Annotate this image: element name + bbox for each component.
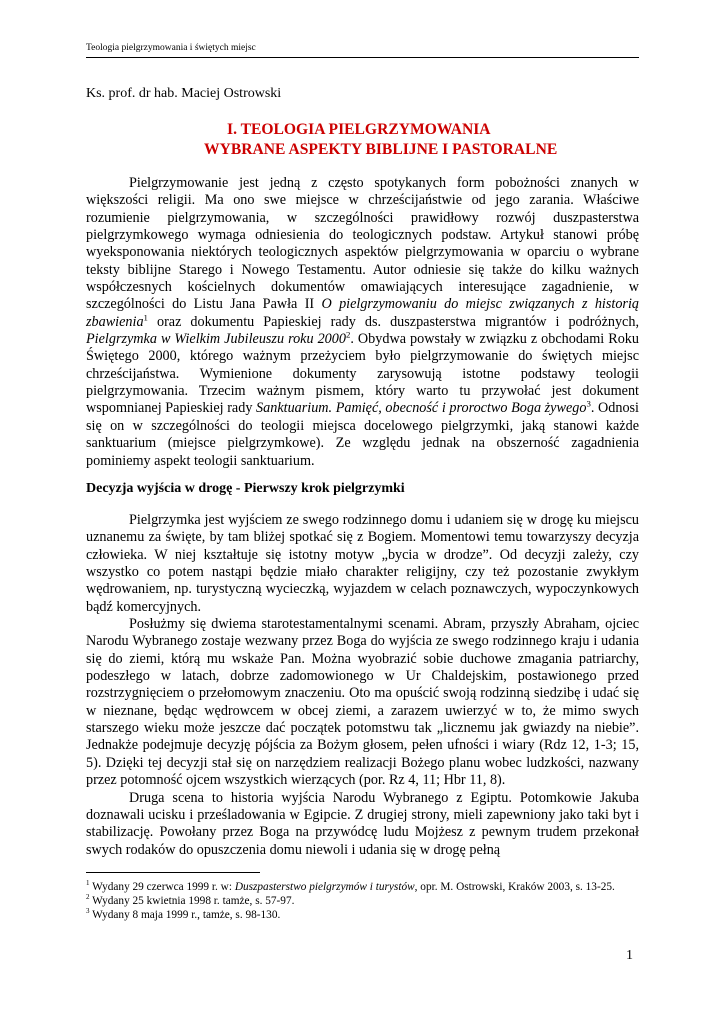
section-paragraph-3: Druga scena to historia wyjścia Narodu Wybranego z Egiptu. Potomkowie Jakuba doznawali ucisku i prześladowania w Egipcie. Z drugiej strony, mieli zapewniony jako taki byt i stabilizację. Powołany przez Boga na przywódcę ludu Mojżesz z pewnym trudem przekonał swych rodaków do opuszczenia domu niewoli i udania się w drogę pełną xyxy=(86,789,639,858)
footnote-ref-1: 1 xyxy=(143,312,148,323)
intro-text-4: . Odnosi się on w szczególności do teologii miejsca docelowego pielgrzymki, jaką stanowi każde sanktuarium (miejsce pielgrzymkowe). Ze względu jednak na obszerność zagadnienia pominiemy aspekt teologii sanktuarium. xyxy=(86,400,640,469)
footnote-1 xyxy=(86,880,639,894)
intro-italic-3: Sanktuarium. Pamięć, obecność i proroctwo Boga żywego xyxy=(256,400,587,417)
footnote-text: Wydany 29 czerwca 1999 r. w: xyxy=(89,881,235,893)
section-body xyxy=(86,512,639,859)
footnote-rule xyxy=(86,872,260,873)
article-title xyxy=(150,120,650,160)
intro-paragraph xyxy=(86,175,639,470)
footnote-text: Wydany 25 kwietnia 1998 r. tamże, s. 57-97. xyxy=(89,895,295,908)
section-paragraph-2: Posłużmy się dwiema starotestamentalnymi scenami. Abram, przyszły Abraham, ojciec Narodu Wybranego zostaje wezwany przez Boga do wyjścia ze swego rodzinnego kraju i udania się do ziemi, którą mu wskaże Pan. Można wyobrazić sobie duchowe zmagania patriarchy, podeszłego w latach, dobrze zadomowionego w Ur Chaldejskim, postawionego przed rozstrzygnięciem o przełomowym znaczeniu. Oto ma opuścić swoją rodzinną siedzibę i udać się w nieznane, będąc wędrowcem w obcej ziemi, a zarazem uwierzyć w to, że mimo swych starszego wieku może jeszcze dać początek potomstwu tak „licznemu jak gwiazdy na niebie”. Jednakże podejmuje decyzję pójścia za Bożym głosem, pełen ufności i wiary (Rdz 12, 1-3; 15, 5). Dzięki tej decyzji stał się on narzędziem realizacji Bożego planu wobec ludzkości, nazwany przez potomność ojcem wszystkich wierzących (por. Rz 4, 11; Hbr 11, 8). xyxy=(86,616,639,789)
footnotes xyxy=(86,880,639,923)
intro-italic-1: O pielgrzymowaniu do miejsc związanych z historią zbawienia xyxy=(86,296,639,330)
header-rule xyxy=(86,57,639,58)
intro-text-2: oraz dokumentu Papieskiej rady ds. duszpasterstwa migrantów i podróżnych, xyxy=(147,313,639,330)
section-paragraph-1: Pielgrzymka jest wyjściem ze swego rodzinnego domu i udaniem się w drogę ku miejscu uznanemu za święte, by tam bliżej spotkać się z Bogiem. Momentowi temu towarzyszy decyzja człowieka. W niej kształtuje się istotny motyw „bycia w drodze”. Od decyzji zależy, czy wszystko co potem nastąpi będzie miało charakter religijny, czy też pozostanie zwykłym wędrowaniem, np. turystyczną wycieczką, wyjazdem w celach poznawczych, wypoczynkowych bądź komercyjnych. xyxy=(86,512,639,615)
footnote-text-end: , opr. M. Ostrowski, Kraków 2003, s. 13-25. xyxy=(414,881,615,893)
intro-text-3: . Obydwa powstały w związku z obchodami Roku Świętego 2000, którego ważnym przeżyciem było pielgrzymowanie do świętych miejsc chrześcijaństwa. Wymienione dokumenty zarysowują istotne podstawy teologii pielgrzymowania. Trzecim ważnym pismem, który warto tu przywołać jest dokument wspomnianej Papieskiej rady xyxy=(86,331,639,417)
footnote-3 xyxy=(86,908,639,922)
footnote-ref-3: 3 xyxy=(586,398,591,409)
footnote-number: 3 xyxy=(86,907,90,916)
section-heading: Decyzja wyjścia w drogę - Pierwszy krok pielgrzymki xyxy=(86,481,405,496)
intro-section xyxy=(86,175,639,470)
intro-italic-2: Pielgrzymka w Wielkim Jubileuszu roku 2000 xyxy=(86,331,346,348)
intro-text-1: Pielgrzymowanie jest jedną z często spotykanych form pobożności znanych w większości religii. Ma ono swe miejsce w chrześcijaństwie od jego zarania. Właściwe rozumienie pielgrzymowania, w szczególności prawidłowy rozwój duszpasterstwa pielgrzymkowego wymaga odniesienia do teologicznych podstaw. Artykuł stanowi próbę wyeksponowania niektórych teologicznych aspektów pielgrzymowania w oparciu o wybrane teksty biblijne Starego i Nowego Testamentu. Autor odniesie się także do kilku ważnych współczesnych kościelnych dokumentów omawiających interesujące zagadnienie, w szczególności do Listu Jana Pawła II xyxy=(86,175,639,313)
page-number: 1 xyxy=(626,948,633,963)
title-line-2: WYBRANE ASPEKTY BIBLIJNE I PASTORALNE xyxy=(204,141,558,158)
footnote-ref-2: 2 xyxy=(345,329,351,340)
title-line-1: I. TEOLOGIA PIELGRZYMOWANIA xyxy=(227,121,491,138)
footnote-number: 1 xyxy=(86,879,90,888)
running-header: Teologia pielgrzymowania i świętych miejsc xyxy=(86,43,256,53)
footnote-2 xyxy=(86,894,639,908)
author-line: Ks. prof. dr hab. Maciej Ostrowski xyxy=(86,86,282,101)
footnote-text: Wydany 8 maja 1999 r., tamże, s. 98-130. xyxy=(89,909,281,922)
footnote-number: 2 xyxy=(86,893,90,902)
footnote-italic: Duszpasterstwo pielgrzymów i turystów xyxy=(234,881,415,893)
